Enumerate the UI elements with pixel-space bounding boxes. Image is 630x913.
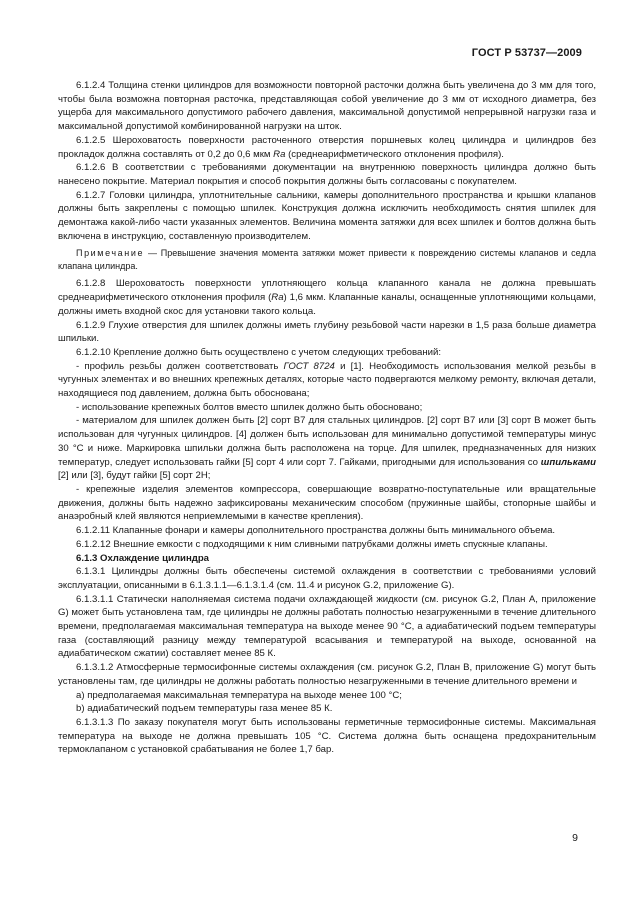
paragraph-6-1-3-1-3: 6.1.3.1.3 По заказу покупателя могут быть использованы герметичные термосифонные системы. Максимальная температура на выходе не должна превышать 105 °С. Система должна быть оснащена предохранительным термоклапаном с установкой срабатывания не более 1,7 бар. [58,716,596,756]
section-heading-6-1-3: 6.1.3 Охлаждение цилиндра [76,552,210,564]
paragraph-6-1-2-9: 6.1.2.9 Глухие отверстия для шпилек должны иметь глубину резьбовой части нарезки в 1,5 раза больше диаметра шпильки. [58,319,596,345]
paragraph-6-1-2-6: 6.1.2.6 В соответствии с требованиями документации на внутреннюю поверхность цилиндра должно быть нанесено покрытие. Материал покрытия и способ покрытия должны быть согласованы с покупателем. [58,162,596,187]
paragraph-6-1-2-5: 6.1.2.5 Шероховатость поверхности расточенного отверстия поршневых колец цилиндра и цилиндров без прокладок должна составлять от 0,2 до 0,6 мкм Ra (среднеарифметического отклонения профиля). [58,134,596,160]
paragraph-6-1-3-1-2: 6.1.3.1.2 Атмосферные термосифонные системы охлаждения (см. рисунок G.2, План В, приложение G) могут быть установлены там, где цилиндры не должны работать полностью незагруженными в течение длительного времени и [58,662,596,687]
list-item-fasteners: - крепежные изделия элементов компрессора, совершающие возвратно-поступательные или вращательные движения, должны быть надежно зафиксированы механическим способом (пружинные шайбы, стопорные шайбы и анаэробный клей являются неприемлемыми в качестве крепления). [58,483,596,523]
paragraph-6-1-2-12: 6.1.2.12 Внешние емкости с подходящими к ним сливными патрубками должны иметь спускные клапаны. [76,538,548,550]
document-body [58,79,596,757]
paragraph-6-1-2-10: 6.1.2.10 Крепление должно быть осуществлено с учетом следующих требований: [76,346,441,358]
page-number: 9 [572,832,578,844]
note [58,247,596,273]
list-item-a: a) предполагаемая максимальная температура на выходе менее 100 °С; [76,689,402,701]
list-item-bolts: - использование крепежных болтов вместо шпилек должно быть обосновано; [76,401,423,413]
note-label: Примечание [76,248,145,259]
note-text: — Превышение значения момента затяжки может привести к повреждению системы клапанов и седла клапана цилиндра. [58,248,596,272]
paragraph-6-1-2-7: 6.1.2.7 Головки цилиндра, уплотнительные сальники, камеры дополнительного пространства и крышки клапанов должны быть закреплены с помощью шпилек. Конструкция должна исключить необходимость снятия шпилек для демонтажа какой-либо части указанных элементов. Величина момента затяжки для всех шпилек и болтов должна быть включена в инструкцию, составленную производителем. [58,189,596,242]
paragraph-6-1-3-1-1: 6.1.3.1.1 Статически наполняемая система подачи охлаждающей жидкости (см. рисунок G.2, План А, приложение G) может быть установлена там, где цилиндры не должны работать полностью незагруженными в течение длительного времени, предполагаемая максимальная температура на выходе менее 90 °С, а адиабатический подъем температуры газа (составляющий разницу между температурой всасывания и температурой на выходе, основанной на адиабатическом сжатии) составляет менее 85 К. [58,593,596,660]
paragraph-6-1-2-4: 6.1.2.4 Толщина стенки цилиндров для возможности повторной расточки должна быть увеличена до 3 мм для того, чтобы была возможна повторная расточка, представляющая собой увеличение до 3 мм от исходного диаметра, без ущерба для максимального допустимого рабочего давления, максимальной допустимой непрерывной нагрузки газа и максимальной допустимой комбинированной нагрузки на шток. [58,80,596,133]
paragraph-6-1-2-8: 6.1.2.8 Шероховатость поверхности уплотняющего кольца клапанного канала не должна превышать среднеарифметического отклонения профиля (Ra) 1,6 мкм. Клапанные каналы, оснащенные уплотняющими кольцами, должны иметь входной скос для установки такого кольца. [58,278,596,317]
list-item-thread-profile: - профиль резьбы должен соответствовать ГОСТ 8724 и [1]. Необходимость использования мелкой резьбы в чугунных элементах и во внешних крепежных деталях, которые часто подвергаются мелкому ремонту, включая детали, находящиеся под давлением, должна быть обоснована; [58,360,596,400]
paragraph-6-1-2-11: 6.1.2.11 Клапанные фонари и камеры дополнительного пространства должны быть минимального объема. [76,525,556,537]
paragraph-6-1-3-1: 6.1.3.1 Цилиндры должны быть обеспечены системой охлаждения в соответствии с требованиями условий эксплуатации, описанными в 6.1.3.1.1—6.1.3.1.4 (см. 11.4 и рисунок G.2, приложение G). [58,566,596,591]
list-item-stud-material: - материалом для шпилек должен быть [2] сорт В7 для стальных цилиндров. [2] сорт В7 или [3] сорт В может быть использован для чугунных цилиндров. [4] должен быть использован для минимально допустимой температуры минус 30 °С и ниже. Маркировка шпильки должна быть расположена на торце. Для шпилек, предназначенных для низких температур, следует использовать гайки [5] сорт 4 или сорт 7. Гайками, пригодными для использования со шпильками [2] или [3], будут гайки [5] сорт 2Н; [58,415,596,482]
list-item-b: b) адиабатический подъем температуры газа менее 85 К. [76,703,333,715]
document-header: ГОСТ Р 53737—2009 [471,47,582,59]
